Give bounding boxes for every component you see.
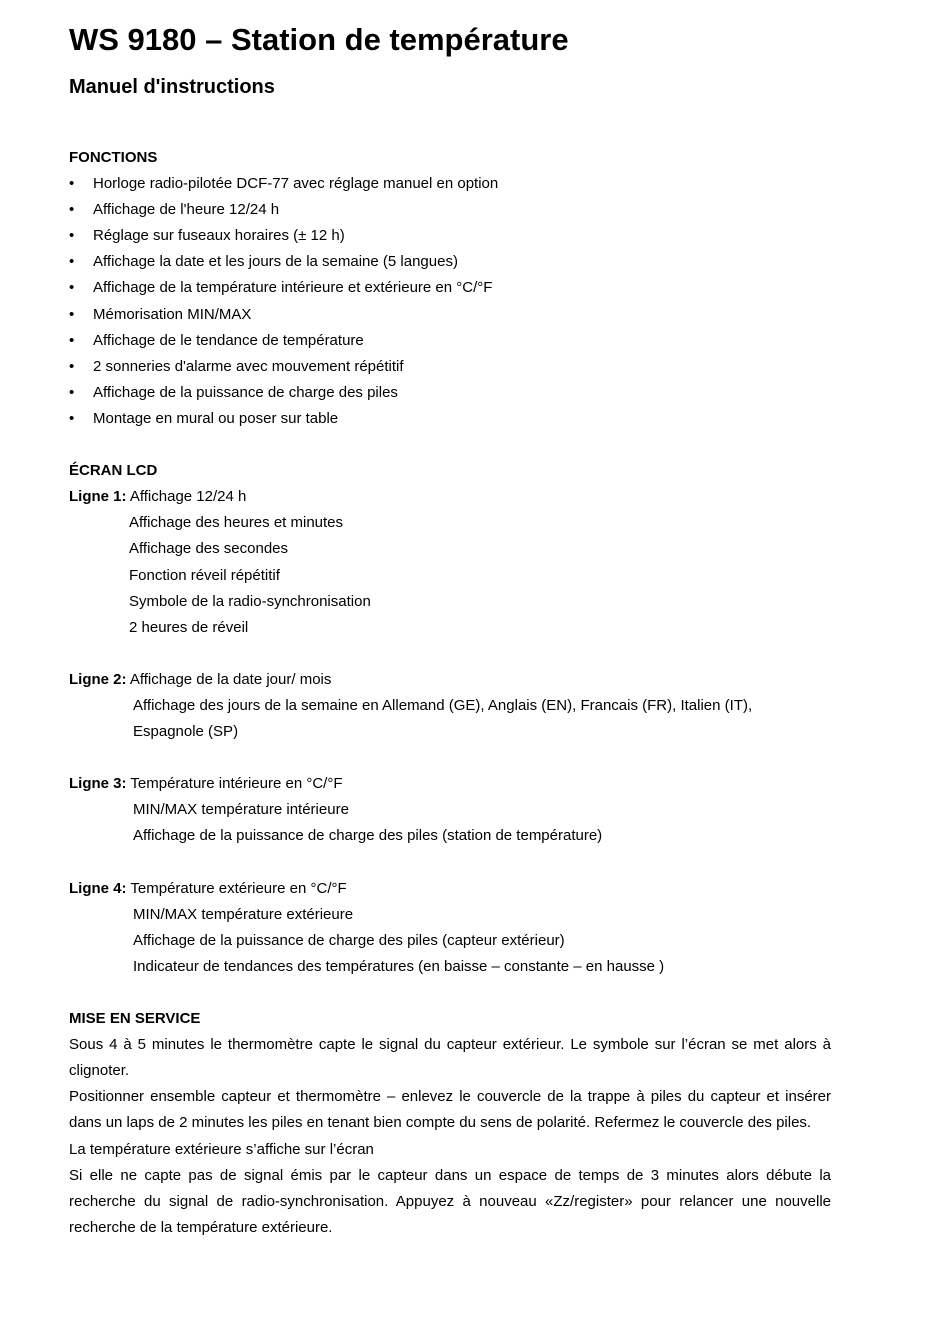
- document-title: WS 9180 – Station de température: [69, 22, 569, 57]
- bullet-icon: •: [69, 227, 75, 245]
- ligne1-label: Ligne 1:: [69, 488, 127, 506]
- ligne4-line: MIN/MAX température extérieure: [133, 905, 354, 923]
- section-heading-fonctions: FONCTIONS: [69, 149, 158, 166]
- ligne3-label: Ligne 3:: [69, 775, 127, 793]
- bullet-icon: •: [69, 175, 75, 193]
- ligne2-line: Espagnole (SP): [133, 723, 239, 741]
- ligne1-line: Fonction réveil répétitif: [129, 566, 280, 584]
- bullet-icon: •: [69, 253, 75, 271]
- ligne4-line: Indicateur de tendances des températures (en baisse – constante – en hausse ): [133, 957, 665, 975]
- paragraph: Positionner ensemble capteur et thermomètre – enlevez le couvercle de la trappe à piles du capteur et insérer dans un laps de 2 minutes les piles en tenant bien compte du sens de polarité. Refermez le couvercle des piles.: [69, 1088, 831, 1132]
- ligne2-first: Ligne 2: Affichage de la date jour/ mois: [69, 670, 332, 688]
- section-heading-ecran: ÉCRAN LCD: [69, 462, 158, 480]
- ligne4-label: Ligne 4:: [69, 879, 127, 897]
- list-item: • Affichage de la température intérieure et extérieure en °C/°F: [69, 275, 831, 301]
- bullet-icon: •: [69, 331, 75, 349]
- bullet-icon: •: [69, 383, 75, 401]
- bullet-icon: •: [69, 357, 75, 375]
- bullet-icon: •: [69, 305, 75, 323]
- bullet-icon: •: [69, 201, 75, 219]
- list-item: • Affichage de la puissance de charge des piles: [69, 380, 831, 406]
- document-body: [69, 145, 831, 1241]
- ligne4-first: Ligne 4: Température extérieure en °C/°F: [69, 879, 347, 897]
- bullet-icon: •: [69, 279, 75, 297]
- paragraph: Si elle ne capte pas de signal émis par le capteur dans un espace de temps de 3 minutes alors débute la recherche du signal de radio-synchronisation. Appuyez à nouveau «Zz/register» pour relancer une nouvelle recherche de la température extérieure.: [69, 1166, 831, 1236]
- section-heading-mise-en-service: MISE EN SERVICE: [69, 1010, 201, 1028]
- document-subtitle: Manuel d'instructions: [69, 76, 275, 98]
- ligne3-line: Affichage de la puissance de charge des piles (station de température): [133, 827, 603, 845]
- ligne3-line: MIN/MAX température intérieure: [133, 801, 349, 819]
- list-item: • Montage en mural ou poser sur table: [69, 406, 831, 432]
- list-item: • Affichage de l'heure 12/24 h: [69, 197, 831, 223]
- ligne1-line: Affichage des heures et minutes: [129, 514, 344, 532]
- bullet-icon: •: [69, 409, 75, 427]
- list-item: • Horloge radio-pilotée DCF-77 avec réglage manuel en option: [69, 171, 831, 197]
- paragraph: Sous 4 à 5 minutes le thermomètre capte le signal du capteur extérieur. Le symbole sur l’écran se met alors à clignoter.: [69, 1036, 831, 1080]
- list-item: • Affichage la date et les jours de la semaine (5 langues): [69, 249, 831, 275]
- ligne2-line: Affichage des jours de la semaine en Allemand (GE), Anglais (EN), Francais (FR), Italien (IT),: [133, 696, 753, 714]
- paragraph: La température extérieure s’affiche sur l’écran: [69, 1140, 374, 1158]
- list-item: • Réglage sur fuseaux horaires (± 12 h): [69, 223, 831, 249]
- list-item: • Mémorisation MIN/MAX: [69, 302, 831, 328]
- list-item: • 2 sonneries d'alarme avec mouvement répétitif: [69, 354, 831, 380]
- ligne1-first: Ligne 1: Affichage 12/24 h: [69, 488, 247, 506]
- list-item: • Affichage de le tendance de température: [69, 328, 831, 354]
- fonctions-list: [69, 171, 831, 432]
- ligne1-line: 2 heures de réveil: [129, 618, 249, 636]
- ligne2-label: Ligne 2:: [69, 670, 127, 688]
- ligne4-line: Affichage de la puissance de charge des piles (capteur extérieur): [133, 931, 565, 949]
- ligne1-line: Symbole de la radio-synchronisation: [129, 592, 371, 610]
- ligne1-line: Affichage des secondes: [129, 540, 289, 558]
- ligne3-first: Ligne 3: Température intérieure en °C/°F: [69, 775, 343, 793]
